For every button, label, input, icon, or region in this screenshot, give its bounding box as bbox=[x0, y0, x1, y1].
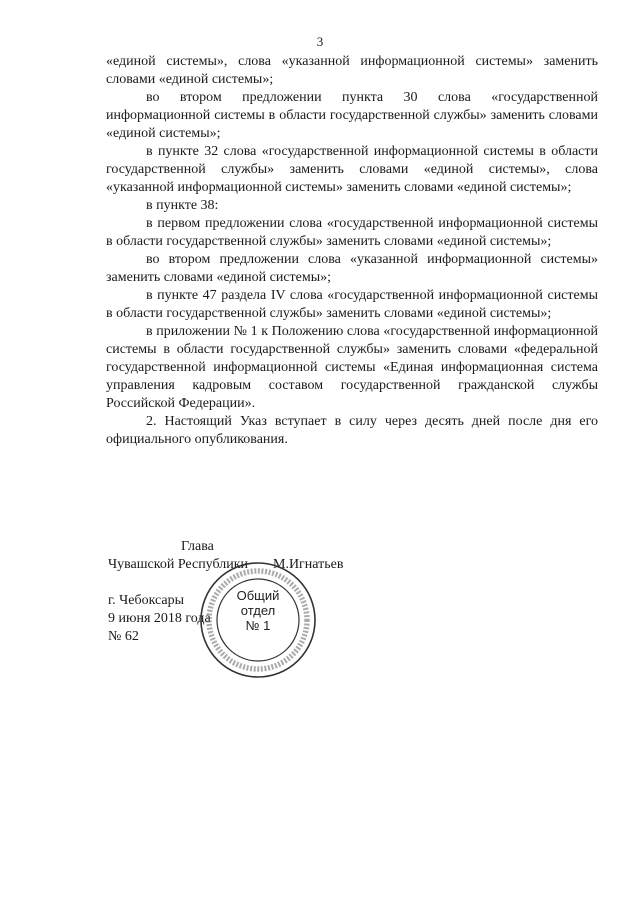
stamp-line-1: Общий bbox=[236, 588, 280, 603]
stamp-line-3: № 1 bbox=[245, 618, 271, 633]
place-of-signing: г. Чебоксары bbox=[108, 593, 185, 608]
stamp-center-text bbox=[230, 588, 286, 633]
signature-title-line2: Чувашской Республики bbox=[108, 557, 249, 572]
paragraph: в приложении № 1 к Положению слова «государственной информационной системы в области государственной службы» заменить словами «федеральной государственной информационной системы «Единая информационная система управления кадровым составом государственной гражданской службы Российской Федерации». bbox=[106, 324, 598, 411]
signature-title-line1: Глава bbox=[181, 539, 214, 554]
paragraph: в первом предложении слова «государственной информационной системы в области государственной службы» заменить словами «единой системы»; bbox=[106, 216, 598, 249]
paragraph: «единой системы», слова «указанной информационной системы» заменить словами «единой системы»; bbox=[106, 54, 598, 87]
paragraph: в пункте 32 слова «государственной информационной системы в области государственной службы» заменить словами «единой системы», слова «указанной информационной системы» заменить словами «единой системы»; bbox=[106, 144, 598, 195]
stamp-line-2: отдел bbox=[240, 603, 276, 618]
decree-date: 9 июня 2018 года bbox=[108, 611, 211, 626]
paragraph: в пункте 38: bbox=[146, 198, 219, 213]
paragraph: в пункте 47 раздела IV слова «государственной информационной системы в области государственной службы» заменить словами «единой системы»; bbox=[106, 288, 598, 321]
paragraph: во втором предложении слова «указанной информационной системы» заменить словами «единой системы»; bbox=[106, 252, 598, 285]
document-body bbox=[106, 53, 598, 449]
paragraph: 2. Настоящий Указ вступает в силу через десять дней после дня его официального опубликования. bbox=[106, 414, 598, 447]
signature-name: М.Игнатьев bbox=[273, 557, 344, 572]
paragraph: во втором предложении пункта 30 слова «государственной информационной системы в области государственной службы» заменить словами «единой системы»; bbox=[106, 90, 598, 141]
page-number: 3 bbox=[316, 34, 324, 49]
decree-number: № 62 bbox=[108, 629, 139, 644]
